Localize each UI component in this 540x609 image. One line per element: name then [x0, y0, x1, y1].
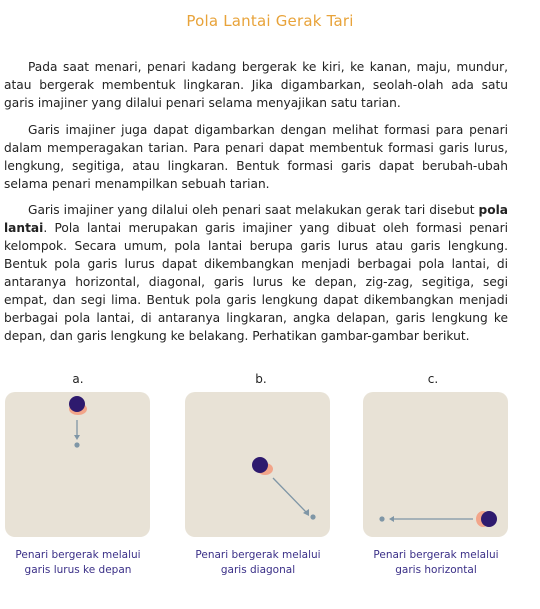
- paragraph-2: Garis imajiner juga dapat digambarkan dengan melihat formasi para penari dalam memperagakan tarian. Para penari dapat membentuk formasi garis lurus, lengkung, segitiga, atau lingkaran. Bentuk formasi garis dapat berubah-ubah selama penari menampilkan sebuah tarian.: [4, 122, 508, 191]
- figure-b-label: b.: [255, 372, 267, 386]
- paragraph-3-rest: . Pola lantai merupakan garis imajiner yang dibuat oleh formasi penari kelompok. Secara umum, pola lantai berupa garis lurus atau garis lengkung. Bentuk pola garis lurus dapat dikembangkan menjadi berbagai pola lantai, di antaranya horizontal, diagonal, garis lurus ke depan, zig-zag, segitiga, segi empat, dan segi lima. Bentuk pola garis lengkung dapat dikembangkan menjadi berbagai pola lantai, di antaranya lingkaran, angka delapan, garis lengkung ke depan, dan garis lengkung ke belakang. Perhatikan gambar-gambar berikut.: [4, 221, 508, 343]
- figure-c-label: c.: [427, 372, 439, 386]
- figure-c-caption: Penari bergerak melalui garis horizontal: [373, 549, 499, 576]
- body-text: [4, 58, 508, 354]
- path-line: [273, 478, 306, 512]
- figure-b-caption: Penari bergerak melalui garis diagonal: [195, 549, 321, 576]
- term-pola-lantai: pola lantai: [4, 203, 508, 235]
- figure-c-diagram: [363, 392, 508, 537]
- end-point: [310, 514, 315, 519]
- arrow-head: [74, 435, 80, 440]
- figure-c-panel: [363, 392, 508, 537]
- page-title: Pola Lantai Gerak Tari: [186, 12, 354, 30]
- paragraph-3: [4, 201, 508, 345]
- figure-a-diagram: [5, 392, 150, 537]
- arrow-head: [389, 516, 394, 522]
- paragraph-1: Pada saat menari, penari kadang bergerak ke kiri, ke kanan, maju, mundur, atau bergerak membentuk lingkaran. Jika digambarkan, seolah-olah ada satu garis imajiner yang dilalui penari selama menyajikan satu tarian.: [4, 60, 508, 110]
- end-point: [379, 516, 384, 521]
- figure-b-panel: [185, 392, 330, 537]
- figure-a-caption: Penari bergerak melalui garis lurus ke depan: [15, 549, 141, 576]
- figure-a-panel: [5, 392, 150, 537]
- figure-a-label: a.: [72, 372, 84, 386]
- end-point: [74, 442, 79, 447]
- paragraph-3-start: Garis imajiner yang dilalui oleh penari saat melakukan gerak tari disebut: [28, 203, 479, 217]
- dancer-icon: [252, 457, 268, 473]
- dancer-icon: [481, 511, 497, 527]
- dancer-icon: [69, 396, 85, 412]
- figure-b-diagram: [185, 392, 330, 537]
